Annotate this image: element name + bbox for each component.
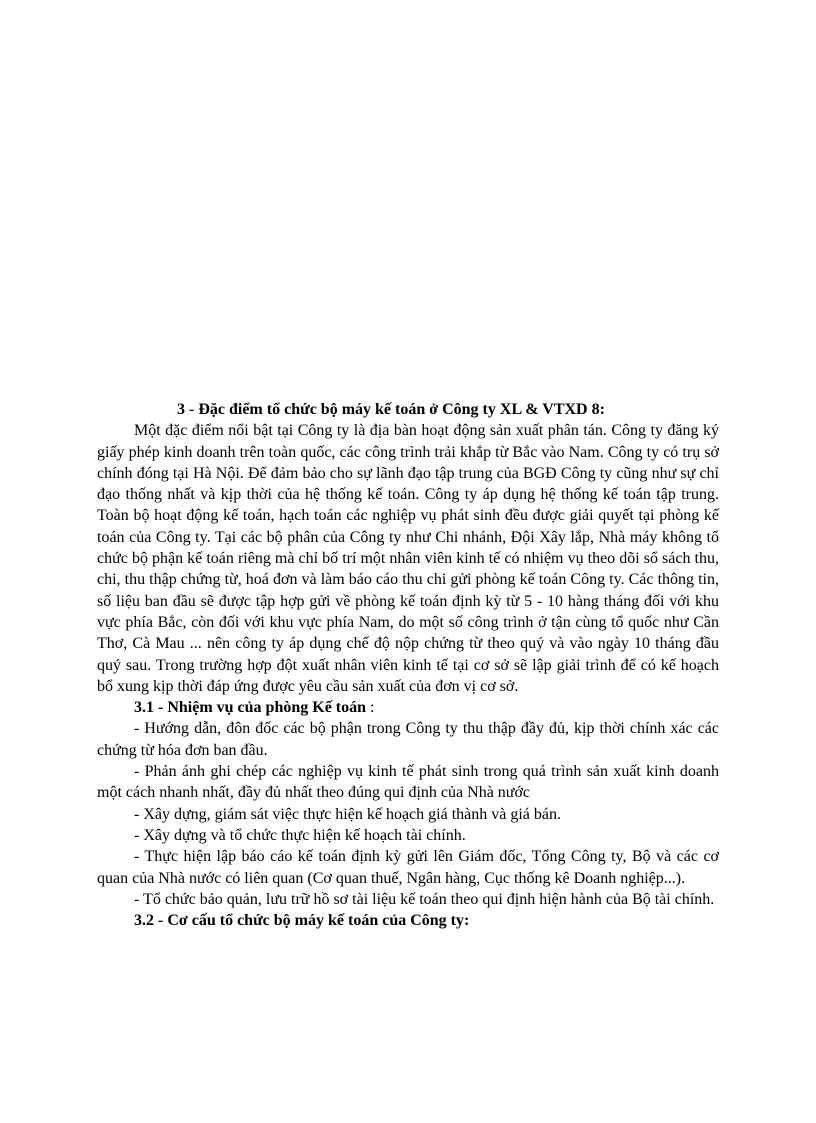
duty-item-2: - Phản ánh ghi chép các nghiệp vụ kinh tế phát sinh trong quá trình sản xuất kinh doanh một cách nhanh nhất, đầy đủ nhất theo đúng qui định của Nhà nước: [97, 763, 719, 802]
duty-item-3: - Xây dựng, giám sát việc thực hiện kế hoạch giá thành và giá bán.: [134, 805, 561, 823]
intro-paragraph: Một đặc điểm nổi bật tại Công ty là địa bàn hoạt động sản xuất phân tán. Công ty đăng ký giấy phép kinh doanh trên toàn quốc, các công trình trải khắp từ Bắc vào Nam. Công ty có trụ sở chính đóng tại Hà Nội. Để đảm bảo cho sự lãnh đạo tập trung của BGĐ Công ty cũng như sự chỉ đạo thống nhất và kịp thời của hệ thống kế toán. Công ty áp dụng hệ thống kế toán tập trung. Toàn bộ hoạt động kế toán, hạch toán các nghiệp vụ phát sinh đều được giải quyết tại phòng kế toán của Công ty. Tại các bộ phân của Công ty như Chi nhánh, Đội Xây lắp, Nhà máy không tổ chức bộ phận kế toán riêng mà chỉ bố trí một nhân viên kinh tế có nhiệm vụ theo dõi sổ sách thu, chi, thu thập chứng từ, hoá đơn và làm báo cáo thu chi gửi phòng kế toán Công ty. Các thông tin, số liệu ban đầu sẽ được tập hợp gửi về phòng kế toán định kỳ từ 5 - 10 hàng tháng đối với khu vực phía Bắc, còn đối với khu vực phía Nam, do một số công trình ở tận cùng tổ quốc như Cần Thơ, Cà Mau ... nên công ty áp dụng chế độ nộp chứng từ theo quý và vào ngày 10 tháng đầu quý sau. Trong trường hợp đột xuất nhân viên kinh tế tại cơ sở sẽ lập giải trình để có kế hoạch bổ xung kịp thời đáp ứng được yêu cầu sản xuất của đơn vị cơ sở.: [97, 422, 719, 695]
duty-item-4: - Xây dựng và tổ chức thực hiện kế hoạch tài chính.: [134, 826, 466, 844]
subsection-1-heading: [97, 697, 719, 718]
subsection-1-suffix: :: [366, 699, 375, 717]
duty-item-6: - Tổ chức bảo quản, lưu trữ hồ sơ tài liệu kế toán theo qui định hiện hành của Bộ tài chính.: [134, 890, 715, 908]
subsection-1-title: 3.1 - Nhiệm vụ của phòng Kế toán: [134, 699, 367, 717]
duty-item-1: - Hướng dẫn, đôn đốc các bộ phận trong Công ty thu thập đầy đủ, kịp thời chính xác các chứng từ hóa đơn ban đầu.: [97, 720, 719, 759]
subsection-2-heading: [97, 910, 719, 931]
duty-item-5: - Thực hiện lập báo cáo kế toán định kỳ gửi lên Giám đốc, Tổng Công ty, Bộ và các cơ quan của Nhà nước có liên quan (Cơ quan thuế, Ngân hàng, Cục thống kê Doanh nghiệp...).: [97, 848, 719, 887]
document-page: [97, 399, 719, 931]
section-heading: 3 - Đặc điểm tổ chức bộ máy kế toán ở Công ty XL & VTXD 8:: [177, 401, 605, 418]
subsection-2-title: 3.2 - Cơ cấu tổ chức bộ máy kế toán của Công ty:: [134, 912, 470, 930]
